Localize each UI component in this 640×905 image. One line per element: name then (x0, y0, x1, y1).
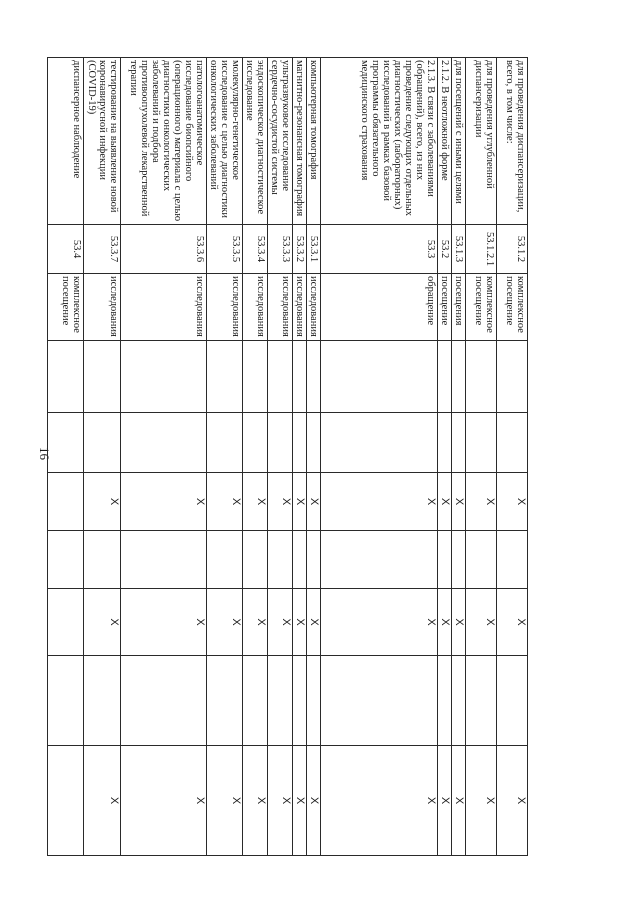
value-cell (321, 531, 438, 589)
table-row (293, 58, 307, 856)
value-cell (243, 413, 268, 473)
value-cell (268, 341, 293, 413)
row-name-cell: ультразвуковое исследование сердечно-сосудистой системы (268, 58, 293, 225)
value-cell (48, 341, 84, 413)
value-cell (243, 656, 268, 746)
value-cell (84, 531, 121, 589)
table-row (268, 58, 293, 856)
row-code-cell: 53.3.1 (307, 225, 321, 274)
row-unit-cell: исследования (307, 274, 321, 341)
value-cell: X (293, 473, 307, 531)
value-cell (466, 341, 497, 413)
value-cell (307, 656, 321, 746)
value-cell (321, 341, 438, 413)
row-code-cell: 53.3.4 (243, 225, 268, 274)
value-cell (438, 656, 452, 746)
value-cell (121, 656, 207, 746)
value-cell (48, 531, 84, 589)
value-cell (452, 531, 466, 589)
value-cell (207, 656, 243, 746)
row-name-cell: 2.1.3. В связи с заболеваниями (обращений), всего, из них проведение следующих отдельных диагностических (лабораторных) исследований в рамках базовой программы обязательного медицинского страхования (321, 58, 438, 225)
value-cell: X (438, 746, 452, 856)
value-cell: X (321, 589, 438, 656)
value-cell: X (307, 746, 321, 856)
value-cell (48, 589, 84, 656)
value-cell: X (268, 473, 293, 531)
value-cell (207, 531, 243, 589)
table-row (497, 58, 528, 856)
value-cell (293, 531, 307, 589)
row-name-cell: магнитно-резонансная томография (293, 58, 307, 225)
row-code-cell: 53.3.3 (268, 225, 293, 274)
value-cell: X (207, 473, 243, 531)
table-row (243, 58, 268, 856)
value-cell (121, 341, 207, 413)
data-table (47, 57, 528, 856)
row-name-cell: молекулярно-генетическое исследование с целью диагностики онкологических заболеваний (207, 58, 243, 225)
value-cell: X (307, 589, 321, 656)
value-cell (121, 413, 207, 473)
value-cell (293, 656, 307, 746)
row-unit-cell: комплексное посещение (497, 274, 528, 341)
value-cell (466, 413, 497, 473)
row-unit-cell: комплексное посещение (48, 274, 84, 341)
value-cell: X (466, 746, 497, 856)
table-row (121, 58, 207, 856)
row-name-cell: для посещений с иными целями (452, 58, 466, 225)
value-cell (452, 656, 466, 746)
value-cell (268, 413, 293, 473)
value-cell: X (497, 473, 528, 531)
value-cell (293, 413, 307, 473)
value-cell: X (452, 589, 466, 656)
value-cell (243, 531, 268, 589)
value-cell (321, 413, 438, 473)
value-cell (293, 341, 307, 413)
row-name-cell: диспансерное наблюдение (48, 58, 84, 225)
row-name-cell: эндоскопическое диагностическое исследование (243, 58, 268, 225)
value-cell (268, 656, 293, 746)
value-cell: X (243, 746, 268, 856)
value-cell: X (268, 589, 293, 656)
table-row (307, 58, 321, 856)
row-code-cell: 53.2 (438, 225, 452, 274)
row-code-cell: 53.3 (321, 225, 438, 274)
value-cell: X (466, 473, 497, 531)
value-cell: X (84, 589, 121, 656)
value-cell: X (207, 746, 243, 856)
value-cell: X (321, 473, 438, 531)
value-cell: X (466, 589, 497, 656)
value-cell: X (84, 473, 121, 531)
value-cell: X (243, 589, 268, 656)
table-row (48, 58, 84, 856)
row-code-cell: 53.4 (48, 225, 84, 274)
row-unit-cell: комплексное посещение (466, 274, 497, 341)
row-code-cell: 53.3.2 (293, 225, 307, 274)
table-row (452, 58, 466, 856)
value-cell (466, 656, 497, 746)
value-cell (84, 656, 121, 746)
value-cell: X (121, 746, 207, 856)
value-cell (321, 656, 438, 746)
value-cell: X (452, 746, 466, 856)
page-number: 16 (37, 447, 52, 460)
row-unit-cell: исследования (84, 274, 121, 341)
value-cell: X (438, 473, 452, 531)
value-cell (207, 341, 243, 413)
table-container (60, 57, 528, 855)
row-code-cell: 53.1.2.1 (466, 225, 497, 274)
value-cell: X (307, 473, 321, 531)
value-cell (438, 413, 452, 473)
value-cell: X (438, 589, 452, 656)
value-cell (497, 413, 528, 473)
row-unit-cell: исследования (268, 274, 293, 341)
value-cell (497, 656, 528, 746)
row-unit-cell: обращение (321, 274, 438, 341)
row-code-cell: 53.1.2 (497, 225, 528, 274)
row-name-cell: 2.1.2. В неотложной форме (438, 58, 452, 225)
table-row (84, 58, 121, 856)
value-cell: X (497, 589, 528, 656)
value-cell (497, 531, 528, 589)
value-cell (452, 413, 466, 473)
value-cell: X (84, 746, 121, 856)
table-row (438, 58, 452, 856)
row-code-cell: 53.3.7 (84, 225, 121, 274)
row-code-cell: 53.1.3 (452, 225, 466, 274)
row-name-cell: для проведения диспансеризации, всего, в том числе: (497, 58, 528, 225)
row-code-cell: 53.3.5 (207, 225, 243, 274)
value-cell: X (121, 473, 207, 531)
table-row (321, 58, 438, 856)
row-name-cell: для проведения углубленной диспансеризации (466, 58, 497, 225)
row-unit-cell: посещения (452, 274, 466, 341)
row-name-cell: патологоанатомическое исследование биопсийного (операционного) материала с целью диагностики онкологических заболеваний и подбора противоопухолевой лекарственной терапии (121, 58, 207, 225)
row-code-cell: 53.3.6 (121, 225, 207, 274)
row-name-cell: тестирование на выявление новой коронавирусной инфекции (COVID-19) (84, 58, 121, 225)
row-unit-cell: исследования (293, 274, 307, 341)
rotated-table-region (60, 57, 528, 855)
table-row (207, 58, 243, 856)
value-cell (307, 413, 321, 473)
value-cell (497, 341, 528, 413)
value-cell (268, 531, 293, 589)
value-cell (243, 341, 268, 413)
value-cell: X (452, 473, 466, 531)
value-cell: X (207, 589, 243, 656)
value-cell (48, 656, 84, 746)
value-cell (48, 473, 84, 531)
value-cell (84, 413, 121, 473)
value-cell: X (293, 589, 307, 656)
value-cell: X (121, 589, 207, 656)
row-unit-cell: исследования (121, 274, 207, 341)
row-name-cell: компьютерная томография (307, 58, 321, 225)
value-cell (84, 341, 121, 413)
value-cell (438, 531, 452, 589)
row-unit-cell: исследования (207, 274, 243, 341)
value-cell: X (293, 746, 307, 856)
row-unit-cell: посещение (438, 274, 452, 341)
value-cell (466, 531, 497, 589)
row-unit-cell: исследования (243, 274, 268, 341)
value-cell (48, 746, 84, 856)
value-cell (307, 531, 321, 589)
value-cell (438, 341, 452, 413)
value-cell: X (321, 746, 438, 856)
value-cell: X (268, 746, 293, 856)
value-cell (452, 341, 466, 413)
value-cell (307, 341, 321, 413)
value-cell (48, 413, 84, 473)
value-cell (121, 531, 207, 589)
value-cell (207, 413, 243, 473)
table-row (466, 58, 497, 856)
value-cell: X (497, 746, 528, 856)
value-cell: X (243, 473, 268, 531)
